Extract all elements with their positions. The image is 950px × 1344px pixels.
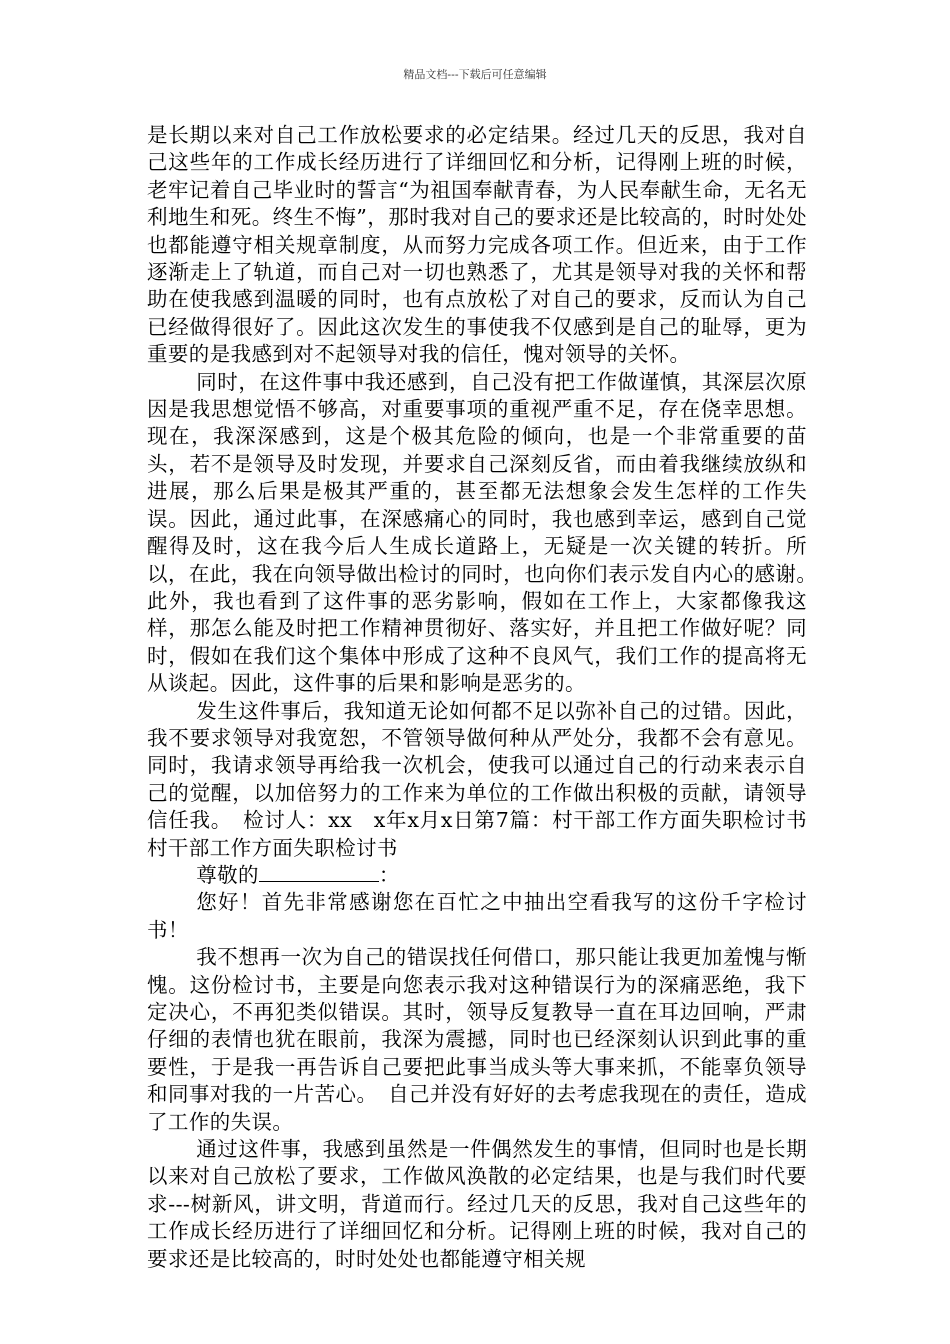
page-header: 精品文档---下载后可任意编辑 xyxy=(403,68,547,81)
paragraph-5: 我不想再一次为自己的错误找任何借口，那只能让我更加羞愧与惭愧。这份检讨书，主要是向您表示我对这种错误行为的深痛恶绝，我下定决心，不再犯类似错误。其时，领导反复教导一直在耳边回响，严肃仔细的表情也犹在眼前，我深为震撼，同时也已经深刻认识到此事的重要性，于是我一再告诉自己要把此事当成头等大事来抓，不能辜负领导和同事对我的一片苦心。 自己并没有好好的去考虑我现在的责任，造成了工作的失误。 xyxy=(147,945,807,1134)
salutation-prefix: 尊敬的 xyxy=(196,862,259,887)
salutation-blank xyxy=(259,863,379,882)
document-body xyxy=(147,122,828,1273)
paragraph-1: 是长期以来对自己工作放松要求的必定结果。经过几天的反思，我对自己这些年的工作成长经历进行了详细回忆和分析，记得刚上班的时候，老牢记着自己毕业时的誓言“为祖国奉献青春，为人民奉献生命，无名无利地生和死。终生不悔”，那时我对自己的要求还是比较高的，时时处处也都能遵守相关规章制度，从而努力完成各项工作。但近来，由于工作逐渐走上了轨道，而自己对一切也熟悉了，尤其是领导对我的关怀和帮助在使我感到温暖的同时，也有点放松了对自己的要求，反而认为自己已经做得很好了。因此这次发生的事使我不仅感到是自己的耻辱，更为重要的是我感到对不起领导对我的信任，愧对领导的关怀。 xyxy=(147,123,807,367)
paragraph-4: 您好！首先非常感谢您在百忙之中抽出空看我写的这份千字检讨书！ xyxy=(147,890,807,942)
salutation-suffix: ： xyxy=(378,862,400,887)
paragraph-2: 同时，在这件事中我还感到，自己没有把工作做谨慎，其深层次原因是我思想觉悟不够高，对重要事项的重视严重不足，存在侥幸思想。现在，我深深感到，这是个极其危险的倾向，也是一个非常重要的苗头，若不是领导及时发现，并要求自己深刻反省，而由着我继续放纵和进展，那么后果是极其严重的，甚至都无法想象会发生怎样的工作失误。因此，通过此事，在深感痛心的同时，我也感到幸运，感到自己觉醒得及时，这在我今后人生成长道路上，无疑是一次关键的转折。所以，在此，我在向领导做出检讨的同时，也向你们表示发自内心的感谢。 此外，我也看到了这件事的恶劣影响，假如在工作上，大家都像我这样，那怎么能及时把工作精神贯彻好、落实好，并且把工作做好呢？同时，假如在我们这个集体中形成了这种不良风气，我们工作的提高将无从谈起。因此，这件事的后果和影响是恶劣的。 xyxy=(147,369,828,696)
paragraph-6: 通过这件事，我感到虽然是一件偶然发生的事情，但同时也是长期以来对自己放松了要求，工作做风涣散的必定结果，也是与我们时代要求---树新风，讲文明，背道而行。经过几天的反思，我对自己这些年的工作成长经历进行了详细回忆和分析。记得刚上班的时候，我对自己的要求还是比较高的，时时处处也都能遵守相关规 xyxy=(147,1137,807,1271)
paragraph-3: 发生这件事后，我知道无论如何都不足以弥补自己的过错。因此，我不要求领导对我宽恕，不管领导做何种从严处分，我都不会有意见。同时，我请求领导再给我一次机会，使我可以通过自己的行动来表示自己的觉醒，以加倍努力的工作来为单位的工作做出积极的贡献，请领导信任我。 检讨人：xx x年x月x日第7篇：村干部工作方面失职检讨书村干部工作方面失职检讨书 xyxy=(147,698,807,860)
salutation-line xyxy=(147,862,807,889)
